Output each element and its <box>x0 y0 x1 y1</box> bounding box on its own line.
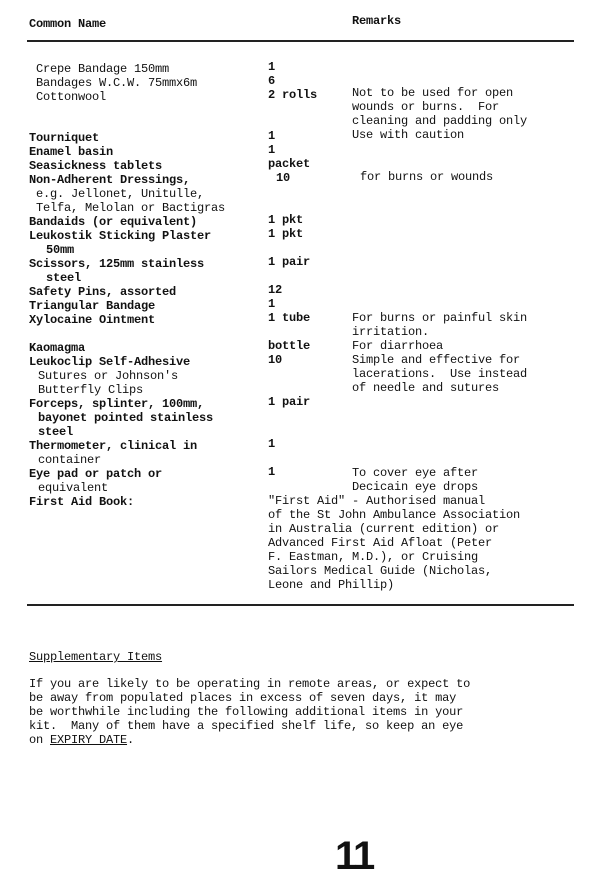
item-remark: wounds or burns. For <box>352 100 500 114</box>
item-name: Cottonwool <box>36 90 107 104</box>
supplementary-line: If you are likely to be operating in remote areas, or expect to <box>29 677 471 691</box>
item-remark: For diarrhoea <box>352 339 444 353</box>
item-quantity: 1 pkt <box>268 213 304 227</box>
first-aid-book-line: Advanced First Aid Afloat (Peter <box>268 536 493 550</box>
header-rule <box>27 40 574 42</box>
item-name: Telfa, Melolan or Bactigras <box>36 201 226 215</box>
item-remark: of needle and sutures <box>352 381 500 395</box>
first-aid-book-line: of the St John Ambulance Association <box>268 508 521 522</box>
item-name: Non-Adherent Dressings, <box>29 173 191 187</box>
item-quantity: 1 pair <box>268 255 311 269</box>
supplementary-heading: Supplementary Items <box>29 650 163 664</box>
page-number: 11 <box>335 834 374 878</box>
item-name: Triangular Bandage <box>29 299 156 313</box>
item-name: Thermometer, clinical in <box>29 439 198 453</box>
first-aid-book-line: Sailors Medical Guide (Nicholas, <box>268 564 493 578</box>
item-name: Xylocaine Ointment <box>29 313 156 327</box>
item-remark: Decicain eye drops <box>352 480 479 494</box>
supplementary-last-line <box>29 733 134 747</box>
first-aid-book-line: F. Eastman, M.D.), or Cruising <box>268 550 479 564</box>
supplementary-line: be worthwhile including the following additional items in your <box>29 705 464 719</box>
item-quantity: 1 <box>268 60 276 74</box>
item-name: bayonet pointed stainless <box>38 411 214 425</box>
item-name: Bandaids (or equivalent) <box>29 215 198 229</box>
item-name: Scissors, 125mm stainless <box>29 257 205 271</box>
item-remark: for burns or wounds <box>360 170 494 184</box>
item-name: Sutures or Johnson's <box>38 369 179 383</box>
expiry-date-emphasis: EXPIRY DATE <box>50 733 128 747</box>
item-name: Leukoclip Self-Adhesive <box>29 355 191 369</box>
item-remark: Use with caution <box>352 128 465 142</box>
item-quantity: 1 pkt <box>268 227 304 241</box>
last-line-suffix: . <box>127 733 135 747</box>
item-name: e.g. Jellonet, Unitulle, <box>36 187 205 201</box>
first-aid-book-line: "First Aid" - Authorised manual <box>268 494 486 508</box>
item-quantity: 1 <box>268 129 276 143</box>
item-quantity: 10 <box>276 171 291 185</box>
item-quantity: 1 <box>268 437 276 451</box>
item-remark: For burns or painful skin <box>352 311 528 325</box>
item-name: container <box>38 453 102 467</box>
item-name: Tourniquet <box>29 131 100 145</box>
item-quantity: 1 <box>268 465 276 479</box>
item-remark: Simple and effective for <box>352 353 521 367</box>
item-quantity: 1 <box>268 143 276 157</box>
item-quantity: 1 pair <box>268 395 311 409</box>
item-quantity: 10 <box>268 353 283 367</box>
item-name: First Aid Book: <box>29 495 135 509</box>
item-name: 50mm <box>46 243 75 257</box>
item-quantity: 12 <box>268 283 283 297</box>
item-remark: lacerations. Use instead <box>352 367 528 381</box>
item-quantity: 1 tube <box>268 311 311 325</box>
first-aid-book-line: Leone and Phillip) <box>268 578 395 592</box>
item-name: Seasickness tablets <box>29 159 163 173</box>
item-quantity: 1 <box>268 297 276 311</box>
item-quantity: bottle <box>268 339 311 353</box>
item-remark: cleaning and padding only <box>352 114 528 128</box>
item-name: steel <box>46 271 82 285</box>
item-name: equivalent <box>38 481 109 495</box>
item-name: Enamel basin <box>29 145 114 159</box>
item-remark: To cover eye after <box>352 466 479 480</box>
item-remark: Not to be used for open <box>352 86 514 100</box>
item-quantity: packet <box>268 157 311 171</box>
item-name: Forceps, splinter, 100mm, <box>29 397 205 411</box>
supplementary-line: be away from populated places in excess of seven days, it may <box>29 691 457 705</box>
table-bottom-rule <box>27 604 574 606</box>
item-name: Crepe Bandage 150mm <box>36 62 170 76</box>
item-name: Butterfly Clips <box>38 383 144 397</box>
item-quantity: 2 rolls <box>268 88 318 102</box>
item-name: Bandages W.C.W. 75mmx6m <box>36 76 198 90</box>
supplementary-line: kit. Many of them have a specified shelf life, so keep an eye <box>29 719 464 733</box>
item-name: Safety Pins, assorted <box>29 285 177 299</box>
first-aid-book-line: in Australia (current edition) or <box>268 522 500 536</box>
header-common-name: Common Name <box>29 17 107 31</box>
last-line-prefix: on <box>29 733 51 747</box>
item-name: steel <box>38 425 74 439</box>
header-remarks: Remarks <box>352 14 402 28</box>
item-name: Leukostik Sticking Plaster <box>29 229 212 243</box>
item-quantity: 6 <box>268 74 276 88</box>
item-name: Eye pad or patch or <box>29 467 163 481</box>
item-remark: irritation. <box>352 325 430 339</box>
item-name: Kaomagma <box>29 341 86 355</box>
